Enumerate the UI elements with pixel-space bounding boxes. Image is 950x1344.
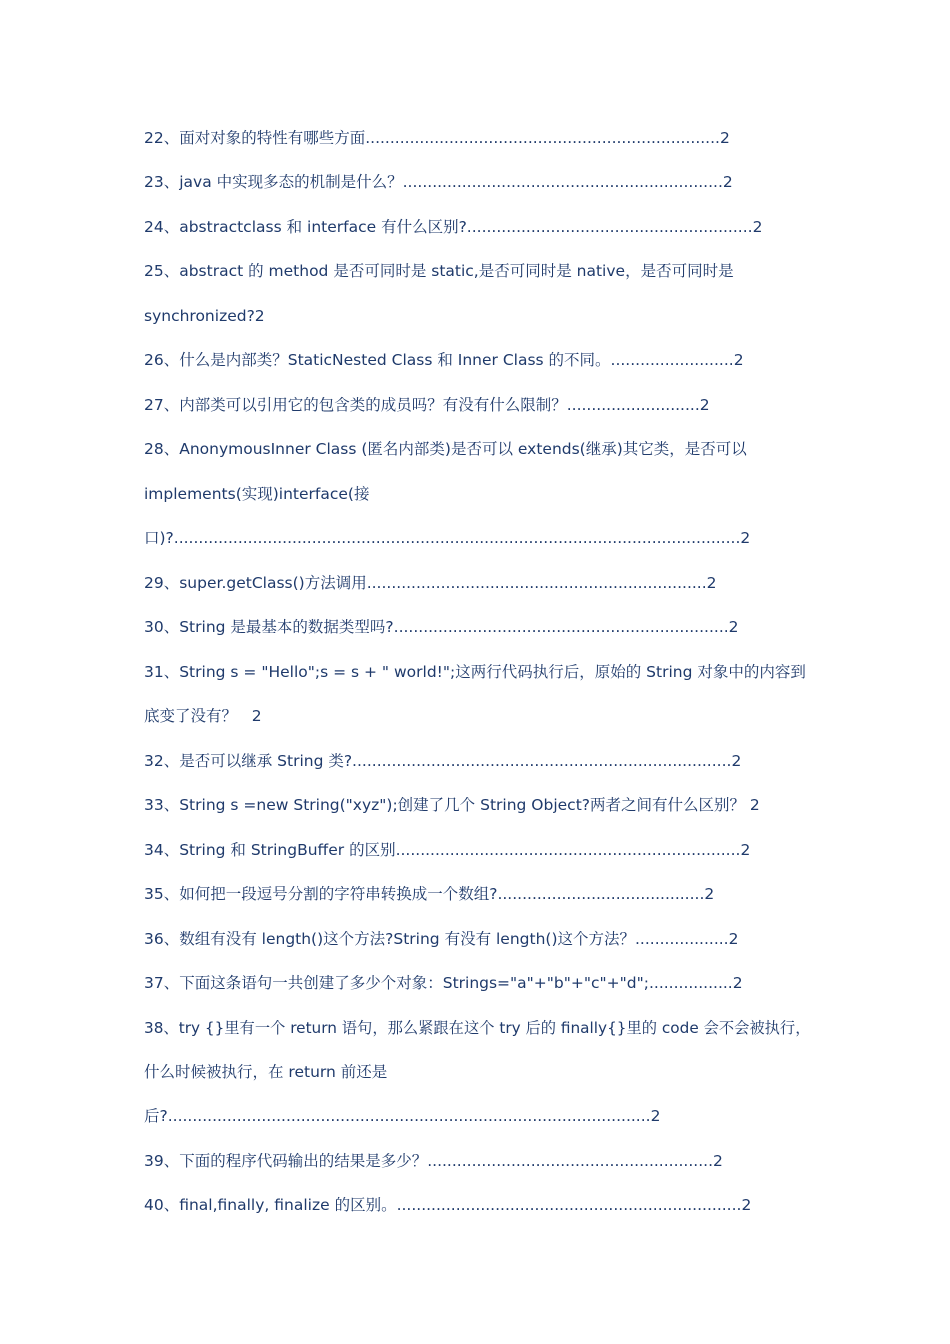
toc-entry-28-cont2: 口)?...................................................................................................................2 — [144, 529, 751, 547]
toc-entry-36: 36、数组有没有 length()这个方法?String 有没有 length()这个方法？...................2 — [144, 930, 739, 948]
toc-entry-31: 31、String s = "Hello";s = s + " world!";这两行代码执行后，原始的 String 对象中的内容到 — [144, 663, 806, 681]
toc-entry-37: 37、下面这条语句一共创建了多少个对象：Strings="a"+"b"+"c"+"d";.................2 — [144, 974, 743, 992]
toc-entry-30: 30、String 是最基本的数据类型吗?....................................................................2 — [144, 618, 739, 636]
toc-entry-39: 39、下面的程序代码输出的结果是多少？..........................................................2 — [144, 1152, 723, 1170]
toc-entry-24: 24、abstractclass 和 interface 有什么区别?..........................................................2 — [144, 218, 763, 236]
toc-entry-40: 40、final,finally, finalize 的区别。......................................................................2 — [144, 1196, 752, 1214]
toc-entry-26: 26、什么是内部类？StaticNested Class 和 Inner Class 的不同。.........................2 — [144, 351, 744, 369]
toc-entry-25: 25、abstract 的 method 是否可同时是 static,是否可同时是 native，是否可同时是 — [144, 262, 734, 280]
toc-entry-29: 29、super.getClass()方法调用.....................................................................2 — [144, 574, 717, 592]
toc-entry-22: 22、面对对象的特性有哪些方面........................................................................2 — [144, 129, 730, 147]
toc-entry-34: 34、String 和 StringBuffer 的区别......................................................................2 — [144, 841, 751, 859]
toc-entry-38-cont2: 后?..................................................................................................2 — [144, 1107, 661, 1125]
toc-entry-32: 32、是否可以继承 String 类?.............................................................................2 — [144, 752, 742, 770]
toc-entry-27: 27、内部类可以引用它的包含类的成员吗？有没有什么限制？...........................2 — [144, 396, 710, 414]
toc-entry-28: 28、AnonymousInner Class (匿名内部类)是否可以 extends(继承)其它类，是否可以 — [144, 440, 747, 458]
toc-entry-33: 33、String s =new String("xyz");创建了几个 String Object?两者之间有什么区别？ 2 — [144, 796, 760, 814]
toc-entry-28-cont: implements(实现)interface(接 — [144, 485, 370, 503]
toc-entry-38: 38、try {}里有一个 return 语句，那么紧跟在这个 try 后的 finally{}里的 code 会不会被执行， — [144, 1019, 811, 1037]
toc-entry-35: 35、如何把一段逗号分割的字符串转换成一个数组?..........................................2 — [144, 885, 715, 903]
toc-entry-25-cont: synchronized?2 — [144, 307, 265, 325]
toc-entry-38-cont: 什么时候被执行，在 return 前还是 — [144, 1063, 388, 1081]
toc-entry-31-cont: 底变了没有？ 2 — [144, 707, 262, 725]
toc-entry-23: 23、java 中实现多态的机制是什么？.................................................................2 — [144, 173, 733, 191]
